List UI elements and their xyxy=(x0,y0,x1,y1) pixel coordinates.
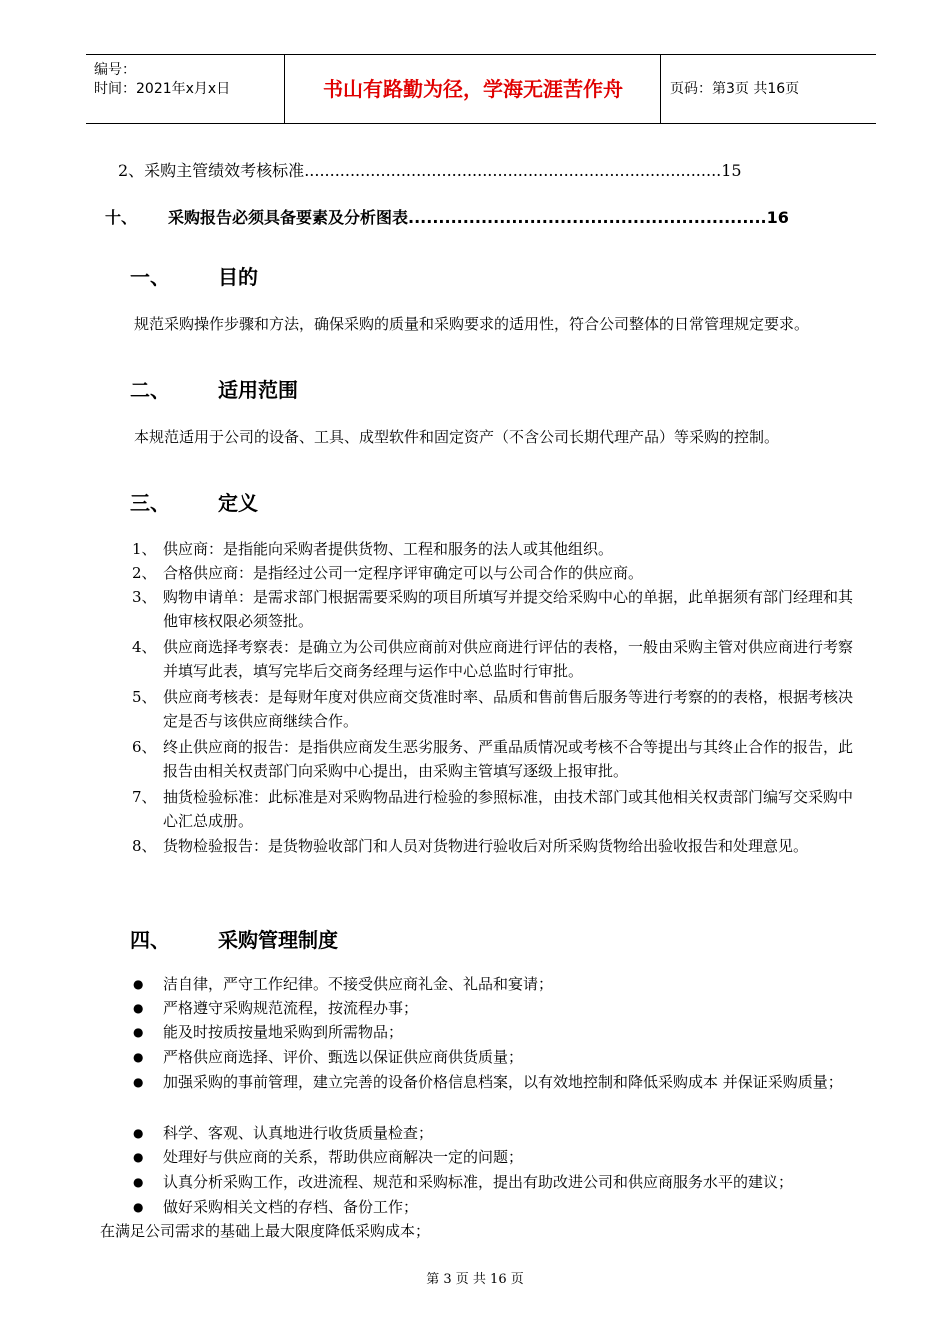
definition-item xyxy=(132,561,862,585)
bullet-icon: ● xyxy=(133,1025,144,1039)
bullet-text: 能及时按质按量地采购到所需物品； xyxy=(163,1023,404,1041)
section-body: 规范采购操作步骤和方法，确保采购的质量和采购要求的适用性，符合公司整体的日常管理规定要求。 xyxy=(134,315,810,333)
toc-dots: .................................................................................. xyxy=(304,161,722,180)
page-footer: 第 3 页 共 16 页 xyxy=(426,1272,524,1287)
section-title: 采购管理制度 xyxy=(218,928,338,952)
policy-bullet xyxy=(133,1145,863,1169)
item-text: 供应商选择考察表：是确立为公司供应商前对供应商进行评估的表格，一般由采购主管对供应商进行考察并填写此表，填写完毕后交商务经理与运作中心总监时行审批。 xyxy=(163,638,854,680)
bullet-icon: ● xyxy=(133,1200,144,1214)
item-text: 供应商考核表：是每财年度对供应商交货准时率、品质和售前售后服务等进行考察的的表格，根据考核决定是否与该供应商继续合作。 xyxy=(163,688,854,730)
bullet-icon: ● xyxy=(133,1126,144,1140)
bullet-icon: ● xyxy=(133,977,144,991)
definition-item xyxy=(132,685,862,733)
item-number: 7、 xyxy=(132,788,157,806)
item-text: 合格供应商：是指经过公司一定程序评审确定可以与公司合作的供应商。 xyxy=(163,564,644,582)
policy-bullet xyxy=(133,1070,863,1094)
number-label: 编号： xyxy=(94,62,136,78)
item-text: 终止供应商的报告：是指供应商发生恶劣服务、严重品质情况或考核不合等提出与其终止合作的报告，此报告由相关权责部门向采购中心提出，由采购主管填写逐级上报审批。 xyxy=(163,738,854,780)
bullet-text: 处理好与供应商的关系，帮助供应商解决一定的问题； xyxy=(163,1148,524,1166)
toc-entry[interactable] xyxy=(118,158,742,181)
policy-bullet xyxy=(133,1170,863,1194)
toc-entry-text: 采购报告必须具备要素及分析图表 xyxy=(168,208,409,227)
policy-bullet xyxy=(133,1121,863,1145)
section-title: 适用范围 xyxy=(218,378,298,402)
item-number: 3、 xyxy=(132,588,157,606)
bullet-text: 科学、客观、认真地进行收货质量检查； xyxy=(163,1124,434,1142)
page-header xyxy=(86,54,876,124)
definition-item xyxy=(132,537,862,561)
item-number: 8、 xyxy=(132,837,157,855)
definition-item xyxy=(132,585,862,633)
policy-bullet xyxy=(133,1195,863,1219)
item-number: 6、 xyxy=(132,738,157,756)
header-meta xyxy=(94,61,279,99)
bullet-text: 严格供应商选择、评价、甄选以保证供应商供货质量； xyxy=(163,1048,524,1066)
section-number: 二、 xyxy=(130,378,170,402)
item-text: 供应商：是指能向采购者提供货物、工程和服务的法人或其他组织。 xyxy=(163,540,614,558)
bullet-text: 洁自律，严守工作纪律。不接受供应商礼金、礼品和宴请； xyxy=(163,975,554,993)
bullet-icon: ● xyxy=(133,1175,144,1189)
bullet-text: 认真分析采购工作，改进流程、规范和采购标准，提出有助改进公司和供应商服务水平的建议； xyxy=(163,1173,794,1191)
header-page-info: 页码：第3页 共16页 xyxy=(670,81,800,97)
toc-entry[interactable] xyxy=(168,205,789,228)
closing-line: 在满足公司需求的基础上最大限度降低采购成本； xyxy=(100,1222,431,1240)
item-number: 5、 xyxy=(132,688,157,706)
toc-page: 15 xyxy=(721,161,742,180)
toc-entry-number: 十、 xyxy=(105,208,138,227)
policy-bullet xyxy=(133,1020,863,1044)
bullet-text: 加强采购的事前管理，建立完善的设备价格信息档案，以有效地控制和降低采购成本 并保证采购质量； xyxy=(163,1073,843,1091)
section-body: 本规范适用于公司的设备、工具、成型软件和固定资产（不含公司长期代理产品）等采购的控制。 xyxy=(134,428,780,446)
section-title: 目的 xyxy=(218,265,258,289)
item-text: 抽货检验标准：此标准是对采购物品进行检验的参照标准，由技术部门或其他相关权责部门编写交采购中心汇总成册。 xyxy=(163,788,854,830)
divider xyxy=(660,55,661,123)
item-number: 4、 xyxy=(132,638,157,656)
toc-entry[interactable] xyxy=(105,205,137,228)
bullet-text: 做好采购相关文档的存档、备份工作； xyxy=(163,1198,419,1216)
item-number: 1、 xyxy=(132,540,157,558)
definition-item xyxy=(132,785,862,833)
bullet-icon: ● xyxy=(133,1150,144,1164)
policy-bullet xyxy=(133,972,863,996)
section-number: 一、 xyxy=(130,265,170,289)
policy-bullet xyxy=(133,996,863,1020)
divider xyxy=(284,55,285,123)
item-text: 货物检验报告：是货物验收部门和人员对货物进行验收后对所采购货物给出验收报告和处理意见。 xyxy=(163,837,809,855)
section-title: 定义 xyxy=(218,491,258,515)
bullet-icon: ● xyxy=(133,1001,144,1015)
policy-bullet xyxy=(133,1045,863,1069)
header-motto: 书山有路勤为径，学海无涯苦作舟 xyxy=(323,77,623,101)
section-number: 四、 xyxy=(130,928,170,952)
bullet-icon: ● xyxy=(133,1050,144,1064)
item-text: 购物申请单：是需求部门根据需要采购的项目所填写并提交给采购中心的单据，此单据须有部门经理和其他审核权限必须签批。 xyxy=(163,588,854,630)
item-number: 2、 xyxy=(132,564,157,582)
time-label: 时间：2021年x月x日 xyxy=(94,81,231,97)
toc-page: 16 xyxy=(766,208,789,227)
toc-entry-text: 2、采购主管绩效考核标准 xyxy=(118,161,305,180)
toc-dots: ........................................................... xyxy=(408,208,767,227)
definition-item xyxy=(132,834,862,858)
bullet-icon: ● xyxy=(133,1075,144,1089)
definition-item xyxy=(132,635,862,683)
definition-item xyxy=(132,735,862,783)
section-number: 三、 xyxy=(130,491,170,515)
bullet-text: 严格遵守采购规范流程，按流程办事； xyxy=(163,999,419,1017)
